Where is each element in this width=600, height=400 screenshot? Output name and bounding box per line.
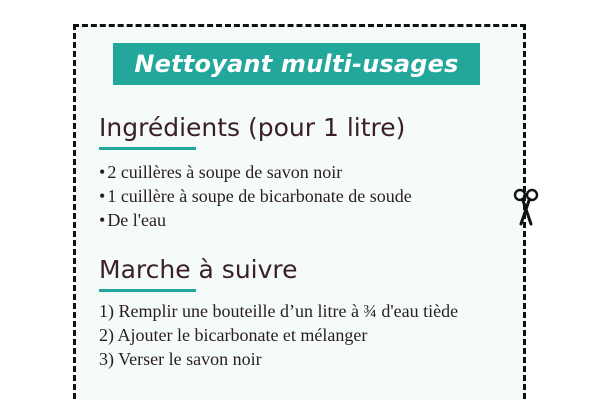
step-item: 2) Ajouter le bicarbonate et mélanger — [99, 325, 368, 345]
ingredient-text: De l'eau — [107, 210, 167, 230]
ingredient-text: 1 cuillère à soupe de bicarbonate de soude — [107, 186, 412, 206]
ingredient-item — [99, 184, 412, 208]
title-banner — [113, 43, 480, 85]
step-item: 3) Verser le savon noir — [99, 349, 262, 369]
ingredient-item — [99, 160, 412, 184]
ingredients-heading-underline — [99, 147, 196, 150]
step-item: 1) Remplir une bouteille d’un litre à ¾ d'eau tiède — [99, 301, 459, 321]
steps-heading-underline — [99, 289, 196, 292]
scissors-icon — [513, 188, 539, 226]
ingredients-heading: Ingrédients (pour 1 litre) — [99, 113, 406, 142]
ingredient-text: 2 cuillères à soupe de savon noir — [107, 162, 343, 182]
steps-heading: Marche à suivre — [99, 255, 298, 284]
bullet: • — [99, 162, 106, 182]
steps-list — [99, 299, 499, 371]
ingredients-list — [99, 160, 412, 232]
bullet: • — [99, 210, 106, 230]
ingredient-item — [99, 208, 412, 232]
recipe-title: Nettoyant multi-usages — [134, 50, 459, 78]
bullet: • — [99, 186, 106, 206]
